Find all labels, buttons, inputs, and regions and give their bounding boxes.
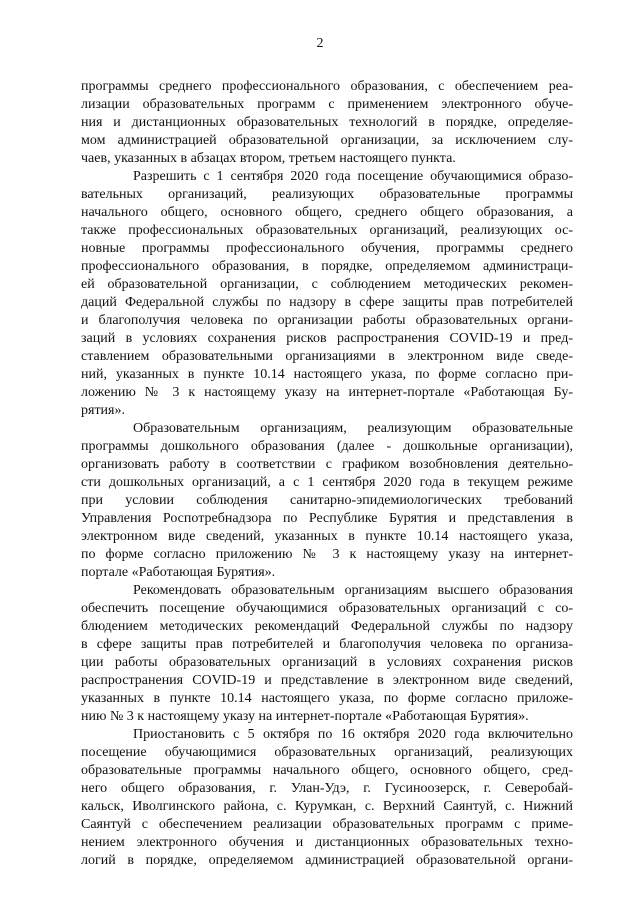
paragraph xyxy=(81,582,573,726)
text-line: ложению № 3 к настоящему указу на интернет-портале «Работающая Бу- xyxy=(81,385,573,400)
text-line: ний, указанных в пункте 10.14 настоящего указа, по форме согласно при- xyxy=(81,367,573,382)
text-line: при условии соблюдения санитарно-эпидемиологических требований xyxy=(81,493,573,508)
paragraph xyxy=(81,78,573,168)
text-line: Приостановить с 5 октября по 16 октября 2020 года включительно xyxy=(133,727,573,742)
text-line: указанных в пункте 10.14 настоящего указа, по форме согласно приложе- xyxy=(81,691,573,706)
paragraph xyxy=(81,168,573,420)
text-line: Рекомендовать образовательным организациям высшего образования xyxy=(133,583,573,598)
text-line: сти дошкольных организаций, а с 1 сентября 2020 года в текущем режиме xyxy=(81,475,573,490)
text-line: чаев, указанных в абзацах втором, третьем настоящего пункта. xyxy=(81,151,456,166)
text-line: лизации образовательных программ с применением электронного обуче- xyxy=(81,97,573,112)
document-body xyxy=(81,78,573,870)
text-line: ции работы образовательных организаций в условиях сохранения рисков xyxy=(81,655,573,670)
text-line: профессионального образования, в порядке, определяемом администраци- xyxy=(81,259,573,274)
text-line: в сфере защиты прав потребителей и благополучия человека по организа- xyxy=(81,637,573,652)
text-line: него общего образования, г. Улан-Удэ, г. Гусиноозерск, г. Северобай- xyxy=(81,781,573,796)
text-line: новные программы профессионального обучения, программы среднего xyxy=(81,241,573,256)
text-line: образовательные программы начального общего, основного общего, сред- xyxy=(81,763,573,778)
text-line: Разрешить с 1 сентября 2020 года посещение обучающимися образо- xyxy=(133,169,573,184)
text-line: блюдением методических рекомендаций Федеральной службы по надзору xyxy=(81,619,573,634)
text-line: нию № 3 к настоящему указу на интернет-портале «Работающая Бурятия». xyxy=(81,709,529,724)
paragraph xyxy=(81,726,573,870)
text-line: нением электронного обучения и дистанционных образовательных техно- xyxy=(81,835,573,850)
text-line: портале «Работающая Бурятия». xyxy=(81,565,276,580)
text-line: электронном виде сведений, указанных в пункте 10.14 настоящего указа, xyxy=(81,529,573,544)
text-line: и благополучия человека по организации работы образовательных органи- xyxy=(81,313,573,328)
text-line: распространения COVID-19 и представление в электронном виде сведений, xyxy=(81,673,573,688)
text-line: рятия». xyxy=(81,403,125,418)
text-line: ставлением образовательными организациями в электронном виде сведе- xyxy=(81,349,573,364)
text-line: заций в условиях сохранения рисков распространения COVID-19 и пред- xyxy=(81,331,573,346)
page-number: 2 xyxy=(316,36,324,51)
text-line: посещение обучающимися образовательных организаций, реализующих xyxy=(81,745,573,760)
text-line: начального общего, основного общего, среднего общего образования, а xyxy=(81,205,573,220)
text-line: по форме согласно приложению № 3 к настоящему указу на интернет- xyxy=(81,547,573,562)
text-line: Управления Роспотребнадзора по Республике Бурятия и представления в xyxy=(81,511,573,526)
text-line: Образовательным организациям, реализующим образовательные xyxy=(133,421,573,436)
text-line: программы среднего профессионального образования, с обеспечением реа- xyxy=(81,79,573,94)
text-line: Саянтуй с обеспечением реализации образовательных программ с приме- xyxy=(81,817,573,832)
text-line: мом администрацией образовательной организации, за исключением слу- xyxy=(81,133,573,148)
text-line: ния и дистанционных образовательных технологий в порядке, определяе- xyxy=(81,115,573,130)
text-line: организовать работу в соответствии с графиком возобновления деятельно- xyxy=(81,457,573,472)
text-line: логий в порядке, определяемом администрацией образовательной органи- xyxy=(81,853,573,868)
text-line: ей образовательной организации, с соблюдением методических рекомен- xyxy=(81,277,573,292)
paragraph xyxy=(81,420,573,582)
text-line: также профессиональных образовательных организаций, реализующих ос- xyxy=(81,223,573,238)
text-line: кальск, Иволгинского района, с. Курумкан, с. Верхний Саянтуй, с. Нижний xyxy=(81,799,573,814)
text-line: программы дошкольного образования (далее - дошкольные организации), xyxy=(81,439,573,454)
text-line: обеспечить посещение обучающимися образовательных организаций с со- xyxy=(81,601,573,616)
text-line: даций Федеральной службы по надзору в сфере защиты прав потребителей xyxy=(81,295,573,310)
text-line: вательных организаций, реализующих образовательные программы xyxy=(81,187,573,202)
